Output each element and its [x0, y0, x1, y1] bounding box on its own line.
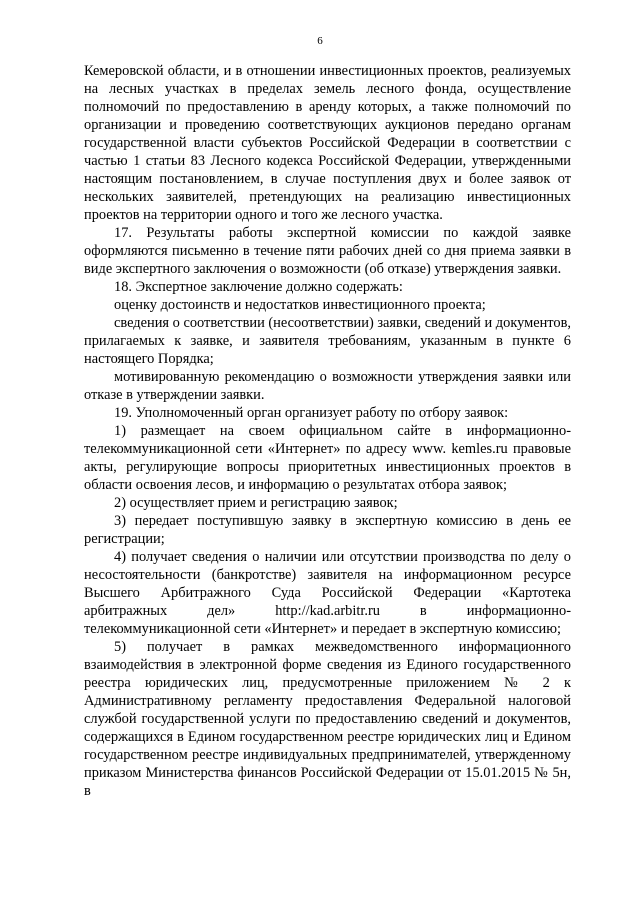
paragraph-19-item-4: 4) получает сведения о наличии или отсутствии производства по делу о несостоятельности (банкротстве) заявителя на информационном ресурсе Высшего Арбитражного Суда Российской Федерации «Картотека арбитражных дел» http://kad.arbitr.ru в информационно-телекоммуникационной сети «Интернет» и передает в экспертную комиссию;: [84, 549, 571, 637]
paragraph-continuation: Кемеровской области, и в отношении инвестиционных проектов, реализуемых на лесных участках в пределах земель лесного фонда, осуществление полномочий по предоставлению в аренду которых, а также полномочий по организации и проведению соответствующих аукционов передано органам государственной власти субъектов Российской Федерации в соответствии с частью 1 статьи 83 Лесного кодекса Российской Федерации, утвержденными настоящим постановлением, в случае поступления двух и более заявок от нескольких заявителей, претендующих на реализацию инвестиционных проектов на территории одного и того же лесного участка.: [84, 63, 571, 223]
paragraph-18-item-2: сведения о соответствии (несоответствии) заявки, сведений и документов, прилагаемых к заявке, и заявителя требованиям, указанным в пункте 6 настоящего Порядка;: [84, 315, 571, 367]
paragraph-18-item-3: мотивированную рекомендацию о возможности утверждения заявки или отказе в утверждении заявки.: [84, 369, 571, 403]
page-number: 6: [317, 35, 323, 47]
paragraph-19-item-5: 5) получает в рамках межведомственного информационного взаимодействия в электронной форме сведения из Единого государственного реестра юридических лиц, предусмотренные приложением № 2 к Административному регламенту предоставления Федеральной налоговой службой государственной услуги по предоставлению сведений и документов, содержащихся в Едином государственном реестре юридических лиц и Едином государственном реестре индивидуальных предпринимателей, утвержденному приказом Министерства финансов Российской Федерации от 15.01.2015 № 5н, в: [84, 639, 571, 799]
paragraph-19-item-2: 2) осуществляет прием и регистрацию заявок;: [114, 495, 398, 511]
paragraph-19-item-3: 3) передает поступившую заявку в экспертную комиссию в день ее регистрации;: [84, 513, 571, 547]
paragraph-17: 17. Результаты работы экспертной комиссии по каждой заявке оформляются письменно в течение пяти рабочих дней со дня приема заявки в виде экспертного заключения о возможности (об отказе) утверждения заявки.: [84, 225, 571, 277]
document-body: [84, 62, 571, 800]
paragraph-18: 18. Экспертное заключение должно содержать:: [114, 279, 403, 295]
paragraph-19: 19. Уполномоченный орган организует работу по отбору заявок:: [114, 405, 509, 421]
paragraph-19-item-1: 1) размещает на своем официальном сайте в информационно-телекоммуникационной сети «Интернет» по адресу www. kemles.ru правовые акты, регулирующие вопросы приоритетных инвестиционных проектов в области освоения лесов, и информацию о результатах отбора заявок;: [84, 423, 571, 493]
paragraph-18-item-1: оценку достоинств и недостатков инвестиционного проекта;: [114, 297, 486, 313]
